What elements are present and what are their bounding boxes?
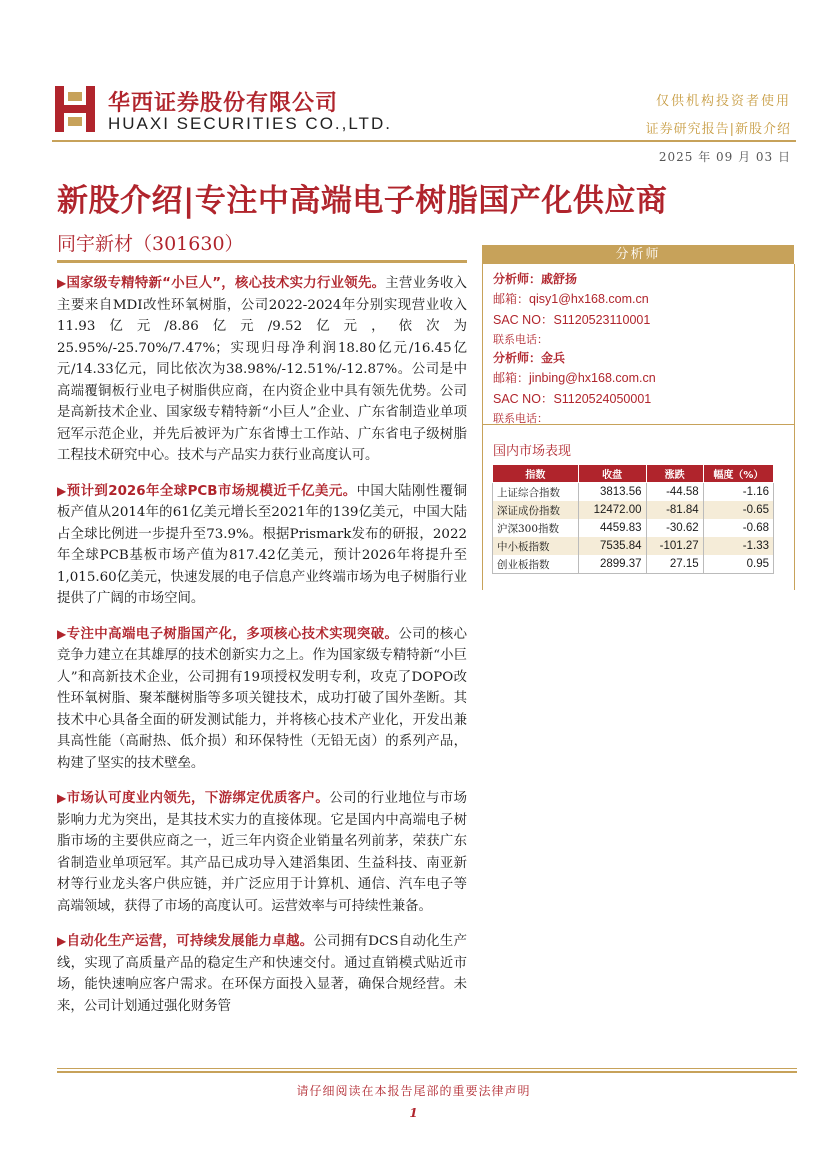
paragraph-text: 公司的行业地位与市场影响力尤为突出，是其技术实力的直接体现。它是国内中高端电子树脂市场的主要供应商之一，近三年内资企业销量名列前茅，荣获广东省制造业单项冠军。其产品已成功导入建滔集团、生益科技、南亚新材等行业龙头客户供应链，并广泛应用于计算机、通信、汽车电子等高端领域，获得了市场的高度认可。运营效率与可持续性兼备。 <box>57 791 468 914</box>
paragraph-text: 主营业务收入主要来自MDI改性环氧树脂，公司2022-2024年分别实现营业收入11.93亿元/8.86亿元/9.52亿元，依次为25.95%/-25.70%/7.47%；实现归母净利润18.80亿元/16.45亿元/14.33亿元，同比依次为38.98%/-12.51%/-12.87%。公司是中高端覆铜板行业电子树脂供应商，在内资企业中具有领先优势。公司是高新技术企业、国家级专精特新“小巨人”企业、广东省制造业单项冠军示范企业，并先后被评为广东省博士工作站、广东省电子级树脂工程技术研究中心。技术与产品实力获行业高度认可。 <box>57 276 468 463</box>
sac-label: SAC NO： <box>493 392 554 406</box>
change-value: -101.27 <box>646 537 703 555</box>
index-name: 创业板指数 <box>493 555 579 574</box>
email-label: 邮箱： <box>493 371 530 385</box>
footer-divider <box>57 1071 797 1073</box>
analyst-sac-row <box>493 310 650 328</box>
table-row <box>493 555 774 574</box>
pct-value: -0.68 <box>703 519 773 537</box>
analyst-sac-row <box>493 389 656 407</box>
index-name: 上证综合指数 <box>493 483 579 502</box>
analyst-phone-label: 联系电话： <box>493 333 548 346</box>
header-divider <box>52 140 796 142</box>
email-label: 邮箱： <box>493 292 530 306</box>
paragraph <box>57 273 467 467</box>
change-value: -30.62 <box>646 519 703 537</box>
triangle-bullet-icon: ▶ <box>57 483 67 498</box>
report-type: 证券研究报告|新股介绍 <box>645 122 791 137</box>
sac-label: SAC NO： <box>493 313 554 327</box>
paragraph-text: 中国大陆刚性覆铜板产值从2014年的61亿美元增长至2021年的139亿美元，中国大陆占全球比例进一步提升至73.9%。根据Prismark发布的研报，2022年全球PCB基板市场产值为817.42亿美元，预计2026年将提升至1,015.60亿美元，快速发展的电子信息产业终端市场为电子树脂行业提供了广阔的市场空间。 <box>57 483 467 606</box>
table-row <box>493 537 774 555</box>
paragraph-lead: 预计到2026年全球PCB市场规模近千亿美元。 <box>66 483 357 499</box>
analyst-sac: S1120523110001 <box>553 313 651 327</box>
company-name-cn: 华西证券股份有限公司 <box>108 91 339 116</box>
paragraph-lead: 自动化生产运营，可持续发展能力卓越。 <box>66 934 314 949</box>
index-name: 沪深300指数 <box>493 519 579 537</box>
stock-name: 同宇新材（301630） <box>57 233 244 255</box>
report-date: 2025 年 09 月 03 日 <box>658 150 791 164</box>
close-value: 4459.83 <box>578 519 646 537</box>
close-value: 2899.37 <box>578 555 646 574</box>
paragraph-lead: 专注中高端电子树脂国产化，多项核心技术实现突破。 <box>66 626 399 642</box>
analyst-email[interactable]: jinbing@hx168.com.cn <box>529 371 656 385</box>
report-title: 新股介绍|专注中高端电子树脂国产化供应商 <box>57 183 668 219</box>
close-value: 12472.00 <box>578 501 646 519</box>
huaxi-logo-icon <box>55 86 95 132</box>
market-header-row <box>493 465 774 483</box>
paragraph-text: 公司的核心竞争力建立在其雄厚的技术创新实力之上。作为国家级专精特新“小巨人”和高新技术企业，公司拥有19项授权发明专利，攻克了DOPO改性环氧树脂、聚苯醚树脂等多项关键技术，成功打破了国外垄断。其技术中心具备全面的研发测试能力，并将核心技术产业化，开发出兼具高性能（高耐热、低介损）和环保特性（无铅无卤）的系列产品，构建了坚实的技术壁垒。 <box>57 626 468 771</box>
change-value: -44.58 <box>646 483 703 502</box>
pct-value: -1.16 <box>703 483 773 502</box>
subtitle-divider <box>57 260 467 263</box>
triangle-bullet-icon: ▶ <box>57 791 67 805</box>
legal-disclaimer-note: 请仔细阅读在本报告尾部的重要法律声明 <box>296 1084 531 1098</box>
close-value: 7535.84 <box>578 537 646 555</box>
triangle-bullet-icon: ▶ <box>57 276 67 290</box>
report-body <box>57 273 467 1031</box>
change-value: 27.15 <box>646 555 703 574</box>
audience-note: 仅供机构投资者使用 <box>655 94 791 109</box>
index-name: 中小板指数 <box>493 537 579 555</box>
analyst-heading: 分析师 <box>482 245 794 264</box>
triangle-bullet-icon: ▶ <box>57 934 67 948</box>
analyst-name: 分析师：戚舒扬 <box>493 272 578 286</box>
paragraph-text: 公司拥有DCS自动化生产线，实现了高质量产品的稳定生产和快速交付。通过直销模式贴近市场，能快速响应客户需求。在环保方面投入显著，确保合规经营。未来，公司计划通过强化财务管 <box>57 934 468 1014</box>
col-header-change: 涨跌 <box>646 465 703 483</box>
analyst-email-row <box>493 290 650 307</box>
table-row <box>493 483 774 502</box>
pct-value: -1.33 <box>703 537 773 555</box>
change-value: -81.84 <box>646 501 703 519</box>
paragraph-lead: 市场认可度业内领先，下游绑定优质客户。 <box>66 791 330 806</box>
pct-value: 0.95 <box>703 555 773 574</box>
col-header-pct: 幅度（%） <box>703 465 773 483</box>
paragraph <box>57 481 467 610</box>
paragraph <box>57 788 467 917</box>
close-value: 3813.56 <box>578 483 646 502</box>
analyst-email-row <box>493 369 656 386</box>
pct-value: -0.65 <box>703 501 773 519</box>
paragraph <box>57 624 467 775</box>
index-name: 深证成份指数 <box>493 501 579 519</box>
analyst-card <box>493 270 650 347</box>
table-row <box>493 501 774 519</box>
table-row <box>493 519 774 537</box>
analyst-sac: S1120524050001 <box>553 392 652 406</box>
paragraph-lead: 国家级专精特新“小巨人”，核心技术实力行业领先。 <box>66 276 386 291</box>
paragraph <box>57 931 467 1017</box>
col-header-close: 收盘 <box>578 465 646 483</box>
analyst-card <box>493 349 656 426</box>
analyst-name: 分析师：金兵 <box>493 351 566 365</box>
market-title: 国内市场表现 <box>493 444 572 459</box>
company-name-en: HUAXI SECURITIES CO.,LTD. <box>108 114 392 133</box>
analyst-phone-label: 联系电话： <box>493 412 548 425</box>
market-table <box>492 464 774 574</box>
col-header-index: 指数 <box>493 465 579 483</box>
triangle-bullet-icon: ▶ <box>57 626 67 641</box>
analyst-email[interactable]: qisy1@hx168.com.cn <box>529 292 649 306</box>
page-number: 1 <box>409 1106 418 1120</box>
footer-divider <box>57 1068 797 1069</box>
